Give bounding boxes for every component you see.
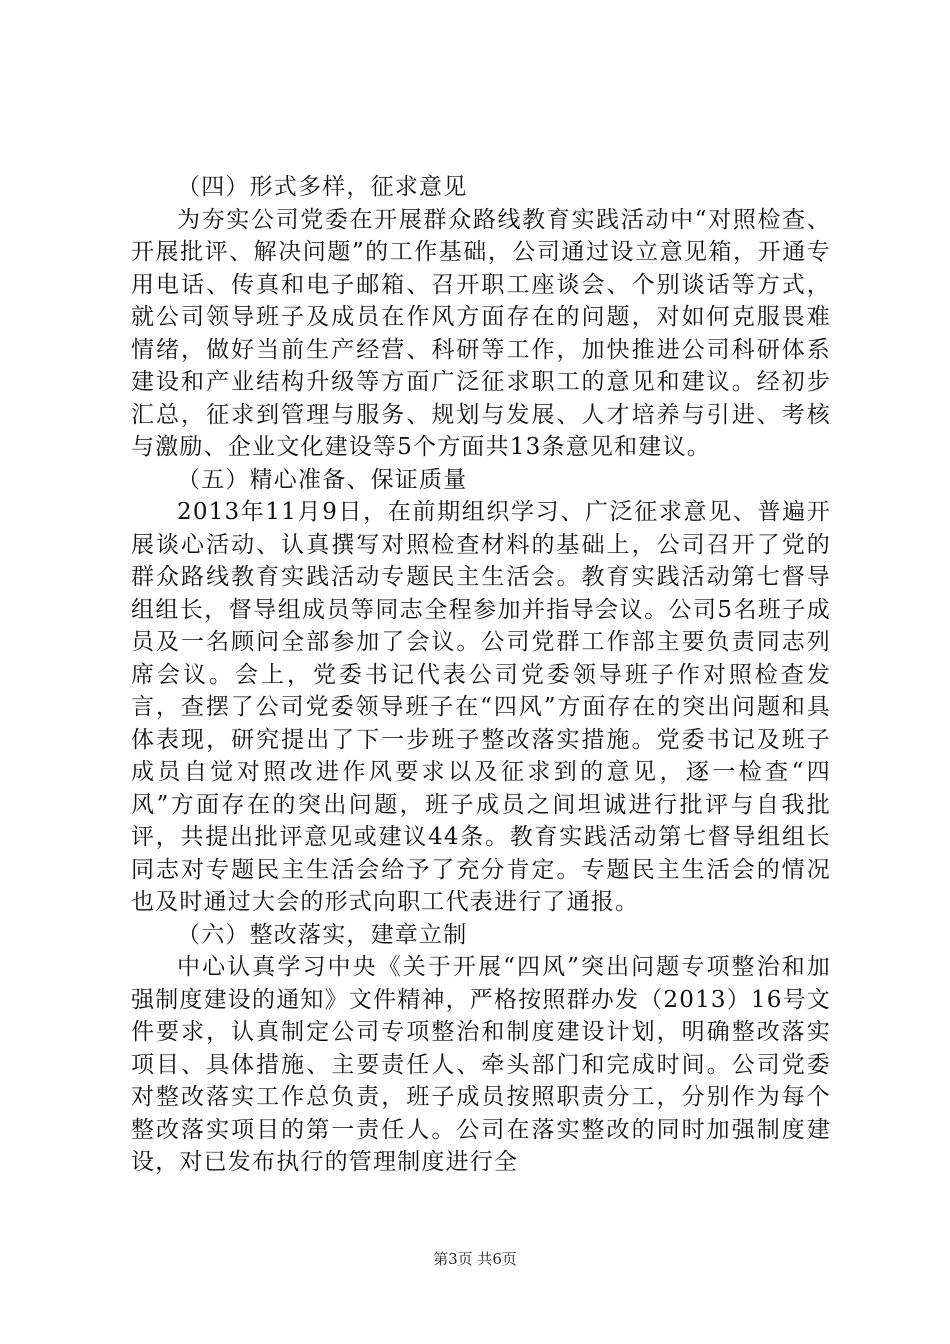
section-6 bbox=[131, 919, 831, 1179]
document-body bbox=[131, 171, 831, 1179]
section-4 bbox=[131, 171, 831, 464]
section-paragraph: 为夯实公司党委在开展群众路线教育实践活动中“对照检查、开展批评、解决问题”的工作基础，公司通过设立意见箱，开通专用电话、传真和电子邮箱、召开职工座谈会、个别谈话等方式，就公司领导班子及成员在作风方面存在的问题，对如何克服畏难情绪，做好当前生产经营、科研等工作，加快推进公司科研体系建设和产业结构升级等方面广泛征求职工的意见和建议。经初步汇总，征求到管理与服务、规划与发展、人才培养与引进、考核与激励、企业文化建设等5个方面共13条意见和建议。 bbox=[131, 206, 831, 460]
page-number-footer: 第3页 共6页 bbox=[433, 1250, 517, 1268]
section-heading: （六）整改落实，建章立制 bbox=[177, 921, 468, 948]
section-paragraph: 2013年11月9日，在前期组织学习、广泛征求意见、普遍开展谈心活动、认真撰写对照检查材料的基础上，公司召开了党的群众路线教育实践活动专题民主生活会。教育实践活动第七督导组组长，督导组成员等同志全程参加并指导会议。公司5名班子成员及一名顾问全部参加了会议。公司党群工作部主要负责同志列席会议。会上，党委书记代表公司党委领导班子作对照检查发言，查摆了公司党委领导班子在“四风”方面存在的突出问题和具体表现，研究提出了下一步班子整改落实措施。党委书记及班子成员自觉对照改进作风要求以及征求到的意见，逐一检查“四风”方面存在的突出问题，班子成员之间坦诚进行批评与自我批评，共提出批评意见或建议44条。教育实践活动第七督导组组长同志对专题民主生活会给予了充分肯定。专题民主生活会的情况也及时通过大会的形式向职工代表进行了通报。 bbox=[131, 499, 831, 915]
section-paragraph: 中心认真学习中央《关于开展“四风”突出问题专项整治和加强制度建设的通知》文件精神，严格按照群办发（2013）16号文件要求，认真制定公司专项整治和制度建设计划，明确整改落实项目、具体措施、主要责任人、牵头部门和完成时间。公司党委对整改落实工作总负责，班子成员按照职责分工，分别作为每个整改落实项目的第一责任人。公司在落实整改的同时加强制度建设，对已发布执行的管理制度进行全 bbox=[131, 954, 831, 1175]
section-5 bbox=[131, 464, 831, 919]
section-heading: （四）形式多样，征求意见 bbox=[177, 174, 468, 200]
section-heading: （五）精心准备、保证质量 bbox=[177, 466, 468, 493]
